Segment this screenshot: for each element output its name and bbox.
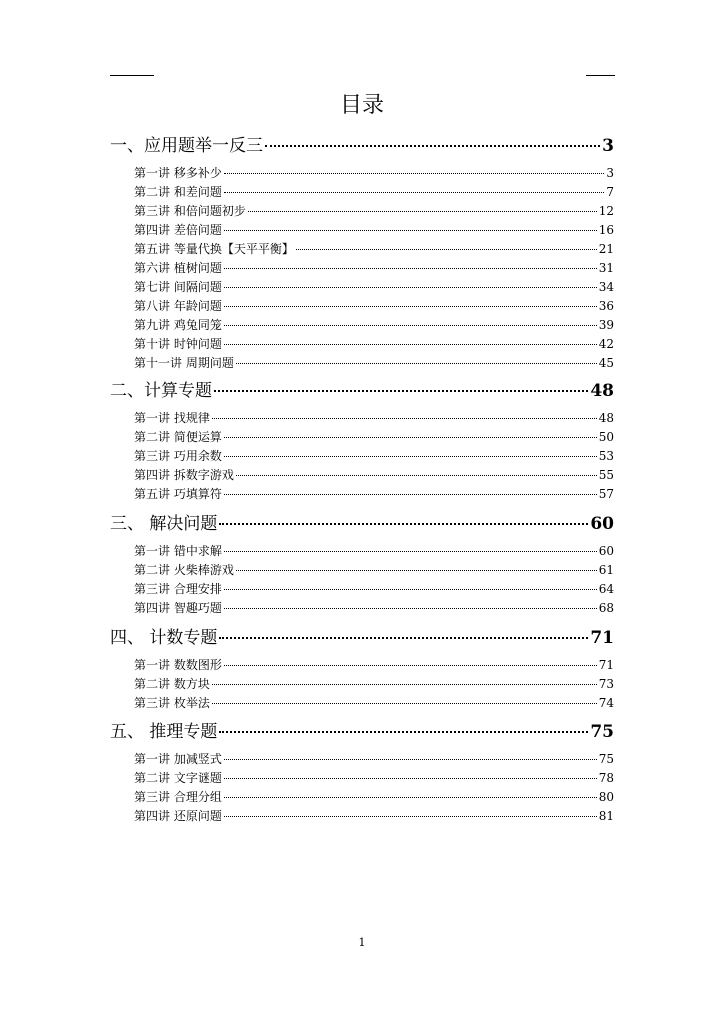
dot-leader: [224, 797, 597, 798]
toc-lesson-title: 第二讲 文字谜题: [134, 771, 222, 785]
toc-page-number: 78: [598, 771, 614, 785]
toc-lesson-entry[interactable]: [134, 203, 614, 219]
dot-leader: [224, 287, 597, 288]
toc-lesson-title: 第二讲 和差问题: [134, 185, 222, 199]
toc-page-number: 48: [598, 411, 614, 425]
toc-lesson-entry[interactable]: [134, 448, 614, 464]
dot-leader: [224, 759, 597, 760]
dot-leader: [212, 418, 597, 419]
toc-lesson-entry[interactable]: [134, 355, 614, 371]
toc-lesson-title: 第八讲 年龄问题: [134, 299, 222, 313]
toc-page-number: 12: [598, 204, 614, 218]
toc-lesson-title: 第三讲 合理安排: [134, 582, 222, 596]
toc-page-number: 53: [598, 449, 614, 463]
toc-lesson-entry[interactable]: [134, 279, 614, 295]
dot-leader: [224, 456, 597, 457]
toc-page-number: 81: [598, 809, 614, 823]
toc-lesson-entry[interactable]: [134, 410, 614, 426]
toc-section-entry[interactable]: [110, 627, 614, 649]
dot-leader: [224, 494, 597, 495]
toc-lesson-title: 第二讲 简便运算: [134, 430, 222, 444]
toc-lesson-title: 第四讲 智趣巧题: [134, 601, 222, 615]
toc-lesson-title: 第二讲 数方块: [134, 677, 210, 691]
toc-lesson-title: 第一讲 数数图形: [134, 658, 222, 672]
toc-section-title: 四、 计数专题: [110, 628, 218, 648]
toc-lesson-title: 第十讲 时钟问题: [134, 337, 222, 351]
toc-lesson-title: 第六讲 植树问题: [134, 261, 222, 275]
toc-lesson-entry[interactable]: [134, 429, 614, 445]
toc-lesson-title: 第一讲 找规律: [134, 411, 210, 425]
dot-leader: [219, 523, 588, 525]
toc-page-number: 68: [598, 601, 614, 615]
toc-lesson-title: 第九讲 鸡兔同笼: [134, 318, 222, 332]
toc-page-number: 60: [590, 514, 614, 534]
dot-leader: [224, 173, 605, 174]
dot-leader: [224, 192, 605, 193]
dot-leader: [224, 230, 597, 231]
toc-lesson-entry[interactable]: [134, 184, 614, 200]
toc-lesson-entry[interactable]: [134, 165, 614, 181]
toc-lesson-entry[interactable]: [134, 657, 614, 673]
toc-lesson-entry[interactable]: [134, 751, 614, 767]
toc-lesson-title: 第四讲 还原问题: [134, 809, 222, 823]
toc-page-number: 75: [590, 722, 614, 742]
toc-lesson-title: 第一讲 错中求解: [134, 544, 222, 558]
header-rule-left: [110, 75, 154, 76]
toc-lesson-title: 第二讲 火柴棒游戏: [134, 563, 234, 577]
toc-page-number: 34: [598, 280, 614, 294]
dot-leader: [219, 731, 588, 733]
toc-page-number: 45: [598, 356, 614, 370]
dot-leader: [296, 249, 597, 250]
toc-page-number: 3: [602, 136, 614, 156]
dot-leader: [224, 816, 597, 817]
toc-lesson-title: 第四讲 拆数字游戏: [134, 468, 234, 482]
toc-lesson-title: 第三讲 合理分组: [134, 790, 222, 804]
toc-lesson-title: 第三讲 巧用余数: [134, 449, 222, 463]
toc-page-number: 55: [598, 468, 614, 482]
toc-section-title: 一、应用题举一反三: [110, 136, 263, 156]
dot-leader: [248, 211, 597, 212]
toc-page-number: 7: [606, 185, 614, 199]
toc-lesson-title: 第三讲 枚举法: [134, 696, 210, 710]
dot-leader: [224, 665, 597, 666]
dot-leader: [224, 551, 597, 552]
header-rule-right: [586, 75, 615, 76]
toc-page-number: 48: [590, 381, 614, 401]
toc-section-entry[interactable]: [110, 135, 614, 157]
toc-page-number: 16: [598, 223, 614, 237]
dot-leader: [224, 589, 597, 590]
toc-lesson-entry[interactable]: [134, 336, 614, 352]
toc-lesson-entry[interactable]: [134, 543, 614, 559]
dot-leader: [224, 325, 597, 326]
toc-page-number: 73: [598, 677, 614, 691]
toc-section-entry[interactable]: [110, 721, 614, 743]
toc-page-number: 74: [598, 696, 614, 710]
toc-lesson-entry[interactable]: [134, 317, 614, 333]
toc-page-number: 42: [598, 337, 614, 351]
toc-page-number: 31: [598, 261, 614, 275]
toc-lesson-entry[interactable]: [134, 808, 614, 824]
toc-lesson-entry[interactable]: [134, 600, 614, 616]
toc-page-number: 50: [598, 430, 614, 444]
toc-section-entry[interactable]: [110, 380, 614, 402]
toc-lesson-title: 第五讲 巧填算符: [134, 487, 222, 501]
toc-lesson-entry[interactable]: [134, 789, 614, 805]
toc-lesson-entry[interactable]: [134, 770, 614, 786]
toc-lesson-entry[interactable]: [134, 581, 614, 597]
toc-lesson-entry[interactable]: [134, 486, 614, 502]
toc-lesson-title: 第七讲 间隔问题: [134, 280, 222, 294]
dot-leader: [224, 268, 597, 269]
dot-leader: [224, 344, 597, 345]
toc-lesson-title: 第一讲 加减竖式: [134, 752, 222, 766]
toc-lesson-title: 第十一讲 周期问题: [134, 356, 234, 370]
toc-page-number: 64: [598, 582, 614, 596]
dot-leader: [236, 475, 597, 476]
toc-page-number: 60: [598, 544, 614, 558]
toc-page-number: 80: [598, 790, 614, 804]
page-number: 1: [358, 936, 366, 949]
toc-page-number: 75: [598, 752, 614, 766]
toc-lesson-title: 第四讲 差倍问题: [134, 223, 222, 237]
toc-page-number: 71: [598, 658, 614, 672]
dot-leader: [224, 778, 597, 779]
page-title: 目录: [339, 93, 384, 118]
toc-lesson-title: 第五讲 等量代换【天平平衡】: [134, 242, 294, 256]
toc-page-number: 39: [598, 318, 614, 332]
dot-leader: [224, 608, 597, 609]
dot-leader: [212, 684, 597, 685]
dot-leader: [224, 306, 597, 307]
toc-section-title: 三、 解决问题: [110, 514, 218, 534]
dot-leader: [214, 390, 588, 392]
toc-section-entry[interactable]: [110, 513, 614, 535]
toc-lesson-entry[interactable]: [134, 222, 614, 238]
toc-lesson-entry[interactable]: [134, 562, 614, 578]
toc-lesson-title: 第一讲 移多补少: [134, 166, 222, 180]
toc-section-title: 二、计算专题: [110, 381, 212, 401]
toc-page-number: 36: [598, 299, 614, 313]
toc-lesson-entry[interactable]: [134, 260, 614, 276]
toc-lesson-entry[interactable]: [134, 467, 614, 483]
toc-page-number: 61: [598, 563, 614, 577]
dot-leader: [219, 637, 588, 639]
dot-leader: [265, 145, 600, 147]
toc-lesson-entry[interactable]: [134, 676, 614, 692]
toc-lesson-title: 第三讲 和倍问题初步: [134, 204, 246, 218]
toc-section-title: 五、 推理专题: [110, 722, 218, 742]
dot-leader: [236, 570, 597, 571]
toc-lesson-entry[interactable]: [134, 695, 614, 711]
toc-lesson-entry[interactable]: [134, 298, 614, 314]
dot-leader: [224, 437, 597, 438]
toc-page-number: 71: [590, 628, 614, 648]
toc-page-number: 21: [598, 242, 614, 256]
toc-lesson-entry[interactable]: [134, 241, 614, 257]
toc-page-number: 57: [598, 487, 614, 501]
dot-leader: [212, 703, 597, 704]
dot-leader: [236, 363, 597, 364]
toc-page-number: 3: [606, 166, 614, 180]
